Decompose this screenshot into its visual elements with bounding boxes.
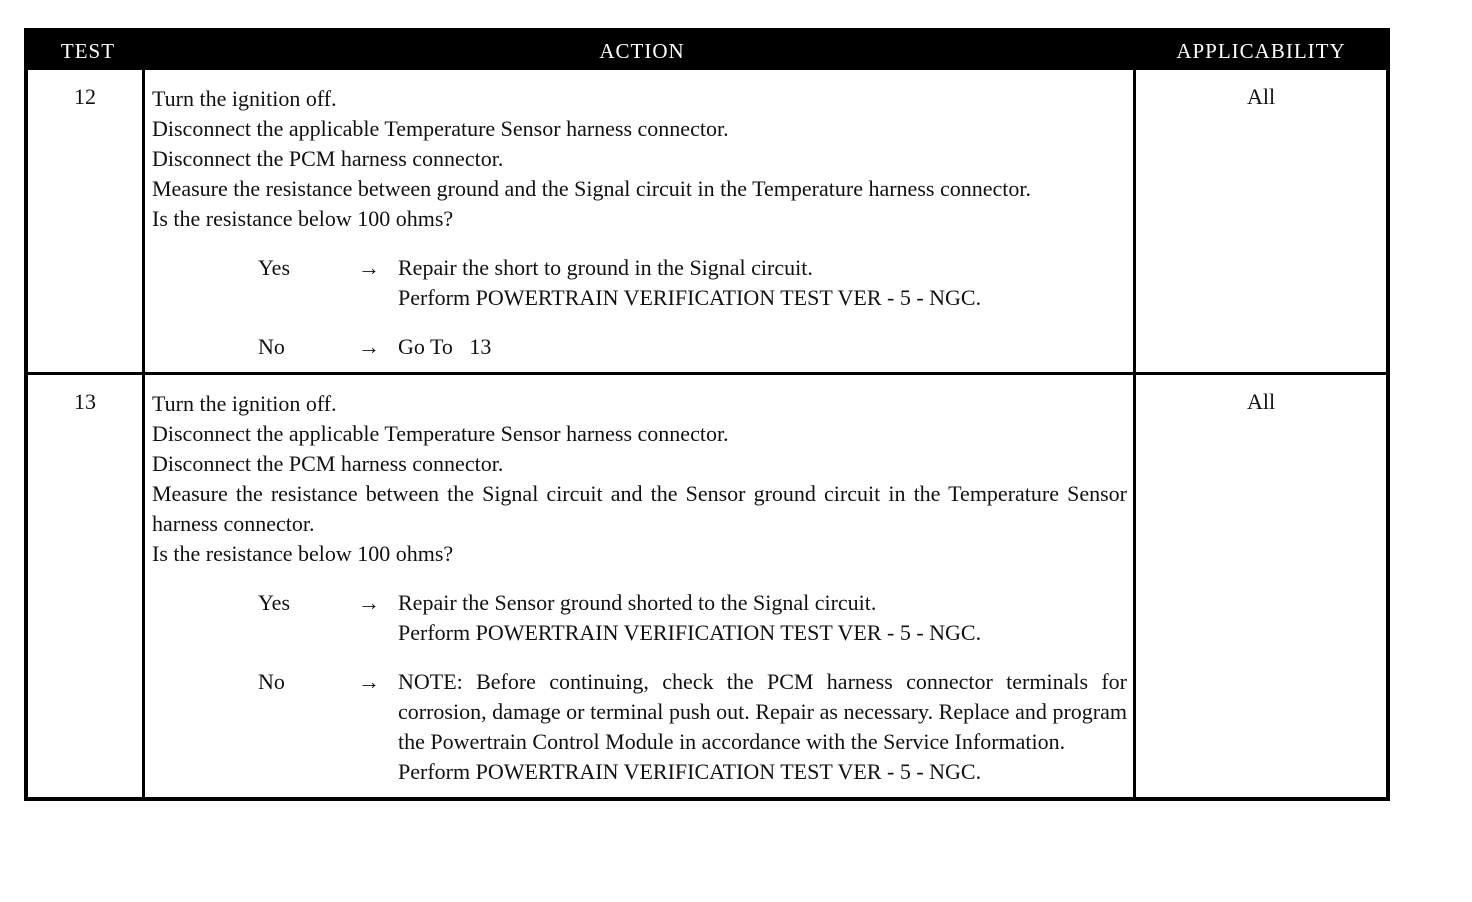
result-line: NOTE: Before continuing, check the PCM harness connector terminals for corrosion, damage or terminal push out. Repair as necessary. Replace and program the Powertrain Control Module in accordance with the Service Information. [398,669,1127,754]
header-action: ACTION [599,38,685,63]
arrow-right-icon: → [358,590,380,615]
applicability-value: All [1246,389,1276,414]
step: Disconnect the applicable Temperature Sensor harness connector. [152,421,729,446]
step: Measure the resistance between the Signal circuit and the Sensor ground circuit in the Temperature Sensor harness connector. [152,481,1127,536]
arrow-right-icon: → [358,255,380,280]
table-header [28,32,1386,70]
yes-label: Yes [258,590,291,615]
step: Turn the ignition off. [152,86,337,111]
header-test: TEST [60,38,116,63]
step: Measure the resistance between ground and the Signal circuit in the Temperature harness connector. [152,176,1031,201]
step: Disconnect the applicable Temperature Sensor harness connector. [152,116,729,141]
step: Is the resistance below 100 ohms? [152,206,454,231]
result-line: Perform POWERTRAIN VERIFICATION TEST VER - 5 - NGC. [398,759,982,784]
arrow-right-icon: → [358,669,380,694]
no-result [398,667,1127,787]
result-line: Perform POWERTRAIN VERIFICATION TEST VER - 5 - NGC. [398,285,982,310]
step: Turn the ignition off. [152,391,337,416]
no-label: No [258,334,285,359]
diagnostic-test-table [24,28,1390,801]
no-label: No [258,669,285,694]
result-line: Repair the Sensor ground shorted to the Signal circuit. [398,590,877,615]
result-line: Perform POWERTRAIN VERIFICATION TEST VER - 5 - NGC. [398,620,982,645]
yes-result [398,253,1127,313]
yes-branch [152,253,1127,313]
arrow-right-icon: → [358,334,380,359]
yes-label: Yes [258,255,291,280]
action-cell [145,375,1136,797]
result-line: Repair the short to ground in the Signal circuit. [398,255,813,280]
action-cell [145,70,1136,372]
test-number: 13 [28,375,145,797]
yes-result [398,588,1127,648]
no-branch [152,332,1127,362]
step: Disconnect the PCM harness connector. [152,451,504,476]
step-list [152,389,1127,569]
no-branch [152,667,1127,787]
yes-branch [152,588,1127,648]
test-number: 12 [28,70,145,372]
step: Is the resistance below 100 ohms? [152,541,454,566]
result-line: Go To 13 [398,334,492,359]
table-row [28,375,1386,797]
header-applicability: APPLICABILITY [1176,38,1346,63]
step: Disconnect the PCM harness connector. [152,146,504,171]
table-row [28,70,1386,375]
applicability-value: All [1246,84,1276,109]
no-result [398,332,1127,362]
step-list [152,84,1127,234]
